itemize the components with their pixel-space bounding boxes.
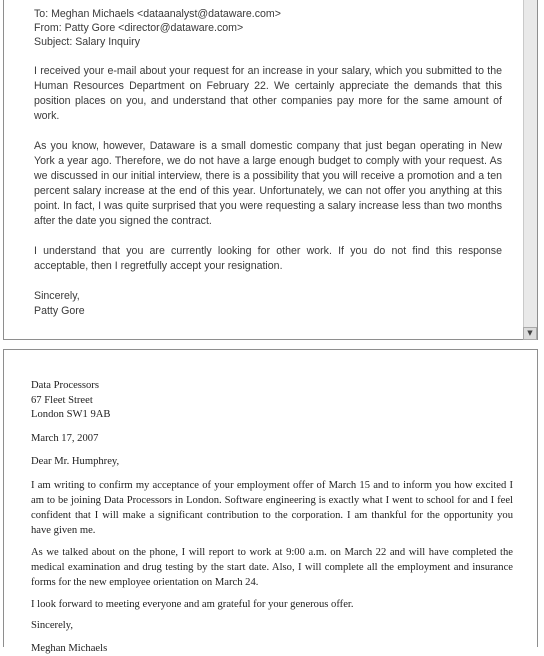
email-to: To: Meghan Michaels <dataanalyst@dataware.com> [34,8,281,20]
email-header [34,7,523,49]
scroll-down-arrow-icon[interactable]: ▼ [523,327,537,340]
email-window [3,0,538,340]
letter-signature: Meghan Michaels [31,642,108,654]
email-signature: Patty Gore [34,305,85,317]
letter-paragraph-3: I look forward to meeting everyone and am grateful for your generous offer. [31,598,354,610]
letter-paragraph-1: I am writing to confirm my acceptance of your employment offer of March 15 and to inform you how excited I am to be joining Data Processors in London. Software engineering is exactly what I went to school for and I feel confident that I will make a significant contribution to the corporation. I am thankful for the opportunity you have given me. [31,479,513,536]
email-paragraph-3: I understand that you are currently looking for other work. If you do not find this response acceptable, then I regretfully accept your resignation. [34,245,502,272]
address-line-company: Data Processors [31,380,99,391]
email-from: From: Patty Gore <director@dataware.com> [34,22,244,34]
email-body [4,0,523,340]
letter-greeting: Dear Mr. Humphrey, [31,455,120,467]
letter-date: March 17, 2007 [31,432,99,444]
letter-address [31,379,539,423]
letter-panel [3,349,538,654]
address-line-street: 67 Fleet Street [31,394,93,406]
address-line-city: London SW1 9AB [31,409,111,420]
email-subject: Subject: Salary Inquiry [34,36,140,48]
email-paragraph-2: As you know, however, Dataware is a small domestic company that just began operating in New York a year ago. Therefore, we do not have a large enough budget to comply with your request. As we discussed in our initial interview, there is a possibility that you will receive a promotion and a ten percent salary increase at the end of this year. Unfortunately, we can not offer you anything at this point. In fact, I was quite surprised that you were requesting a salary increase less than two months after the date you signed the contract. [34,140,502,227]
letter-closing: Sincerely, [31,619,73,631]
email-paragraph-1: I received your e-mail about your request for an increase in your salary, which you submitted to the Human Resources Department on February 22. We certainly appreciate the demands that this position places on you, and understand that other companies pay more for the same amount of work. [34,65,502,122]
letter-paragraph-2: As we talked about on the phone, I will report to work at 9:00 a.m. on March 22 and will have completed the medical examination and drug testing by the start date. Also, I will complete all the employment and insurance forms for the new employee orientation on March 24. [31,546,513,588]
vertical-scrollbar[interactable] [523,0,537,340]
letter-body [4,350,539,656]
email-closing: Sincerely, [34,290,80,302]
